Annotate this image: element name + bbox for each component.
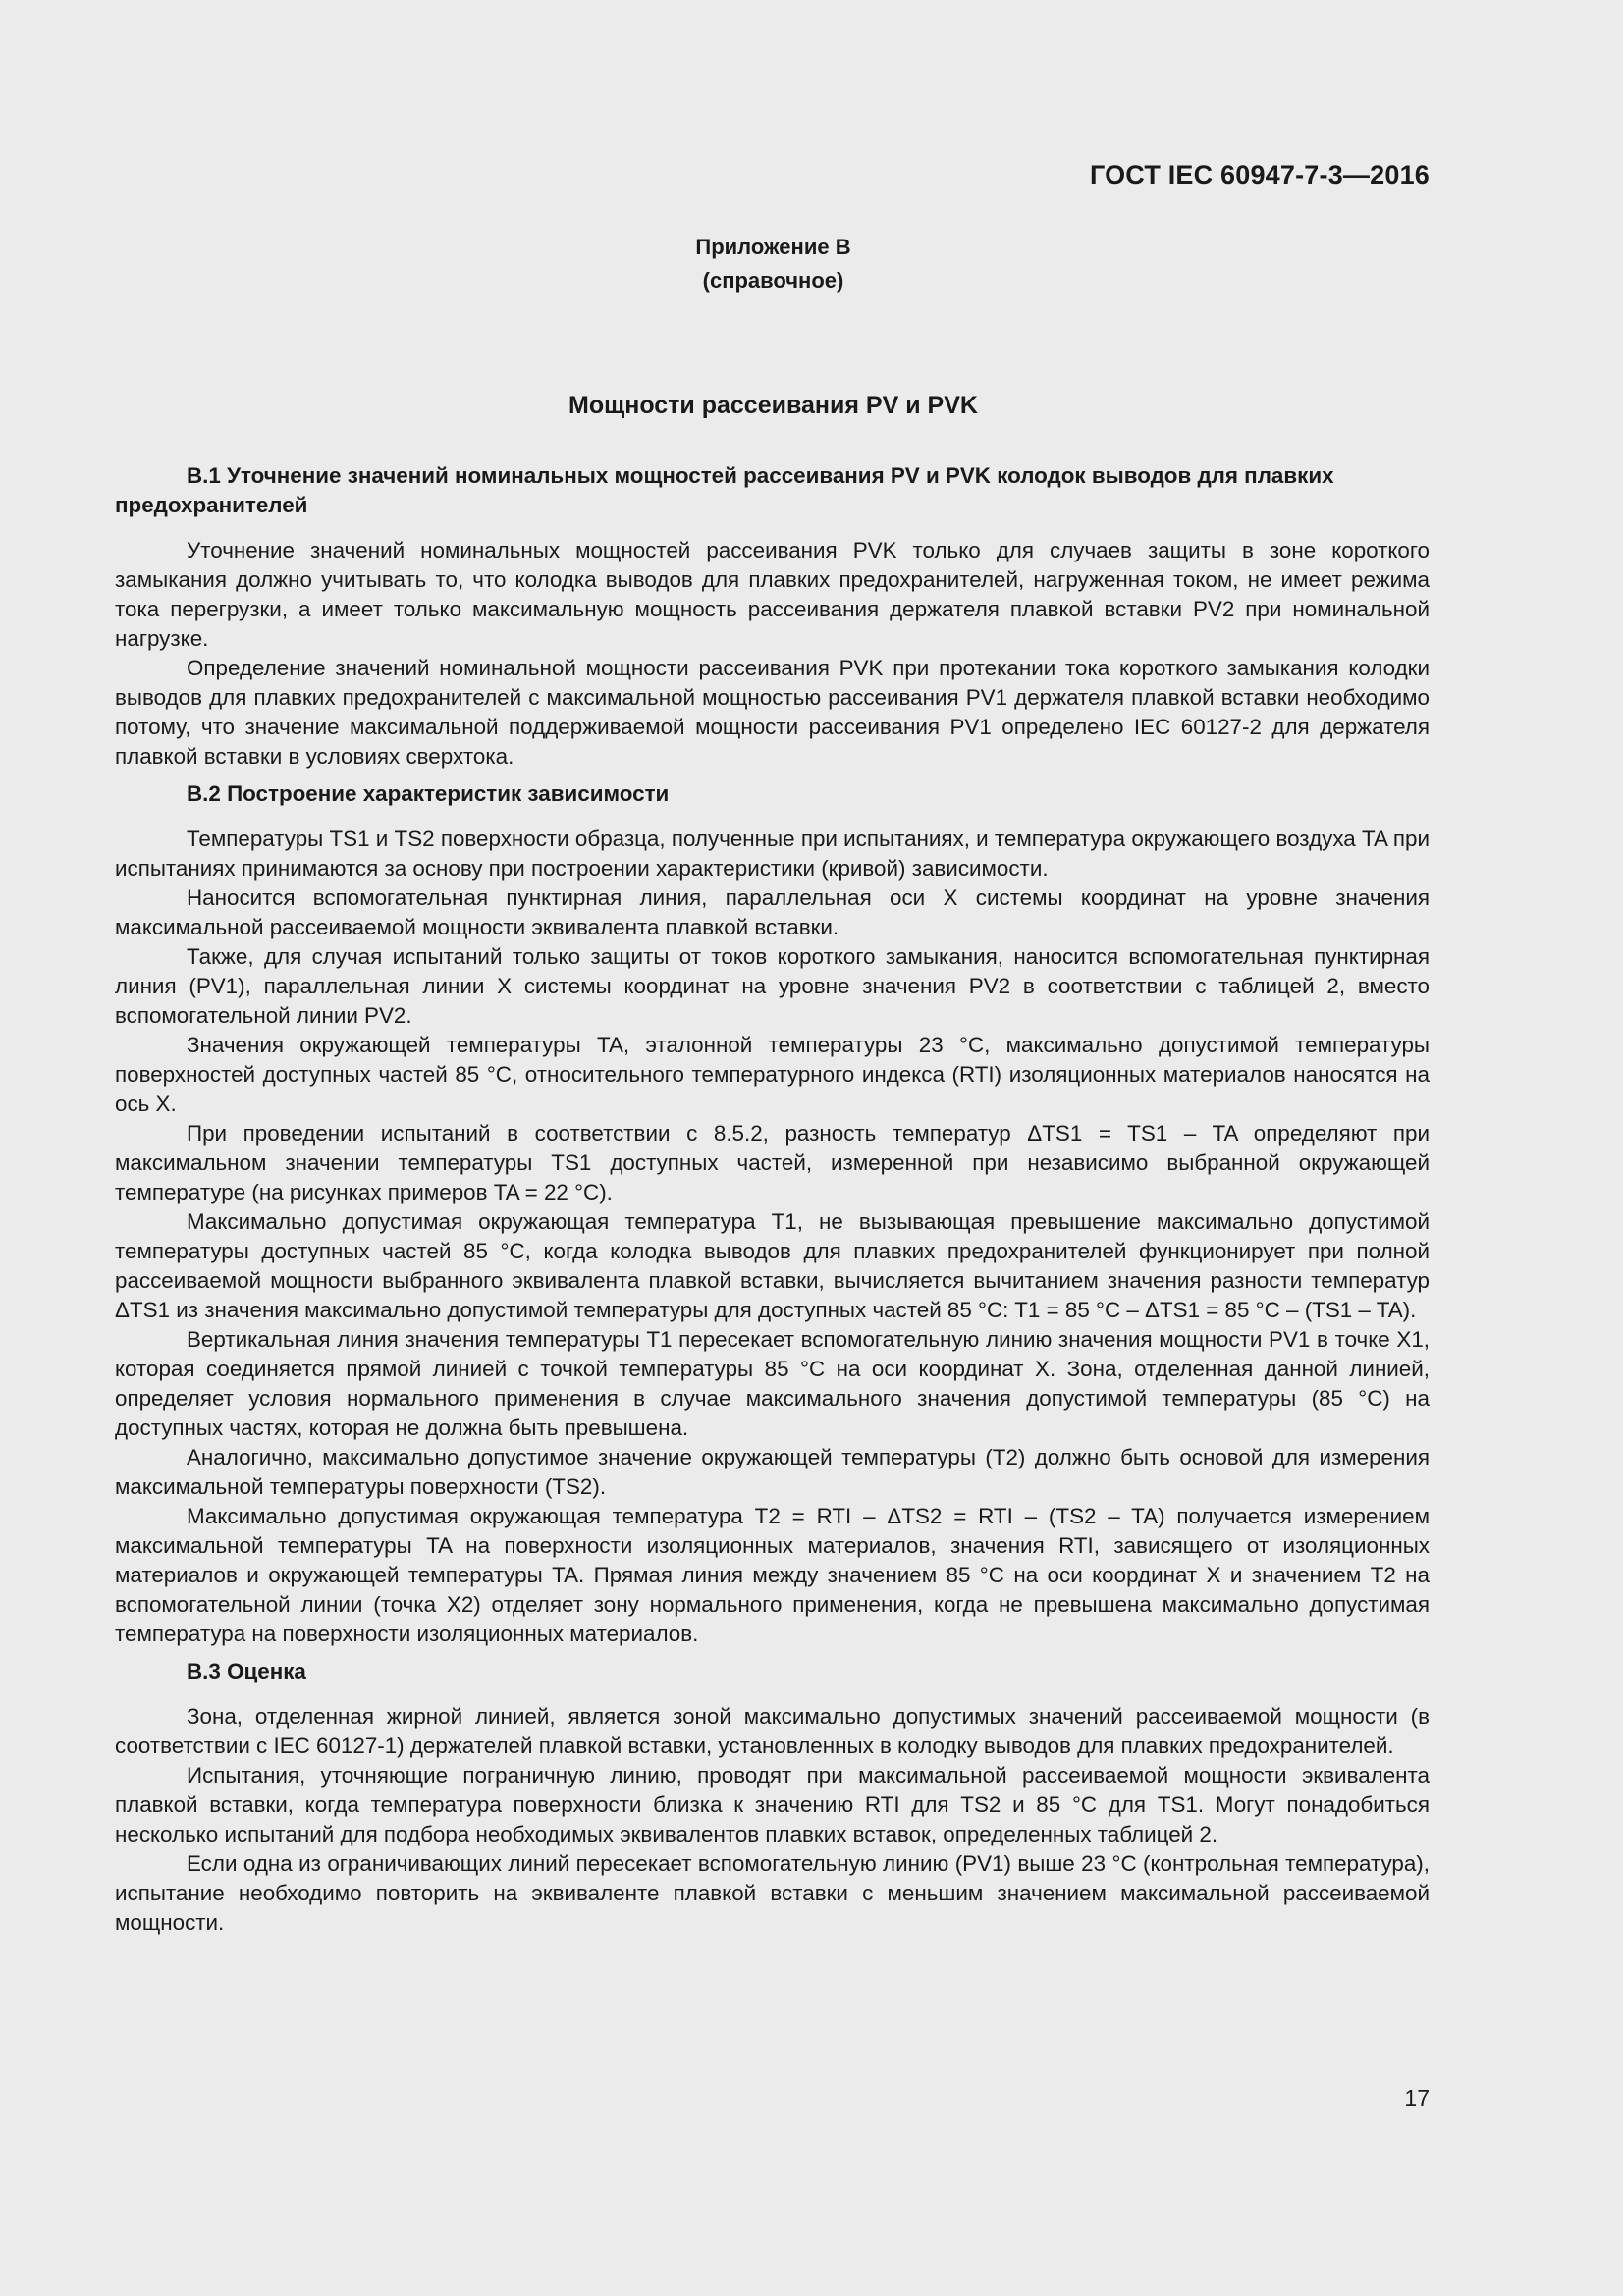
section-heading: В.3 Оценка: [187, 1659, 306, 1683]
paragraph: Наносится вспомогательная пунктирная линия, параллельная оси X системы координат на уровне значения максимальной рассеиваемой мощности эквивалента плавкой вставки.: [115, 885, 1430, 939]
section-heading: В.1 Уточнение значений номинальных мощностей рассеивания PV и PVK колодок выводов для плавких предохранителей: [115, 463, 1334, 517]
paragraph: Максимально допустимая окружающая температура T1, не вызывающая превышение максимально допустимой температуры доступных частей 85 °C, когда колодка выводов для плавких предохранителей функционирует при полной рассеиваемой мощности выбранного эквивалента плавкой вставки, вычисляется вычитанием значения разности температур ΔTS1 из значения максимально допустимой температуры для доступных частей 85 °C: T1 = 85 °C – ΔTS1 = 85 °C – (TS1 – TA).: [115, 1209, 1430, 1322]
annex-title: Мощности рассеивания PV и PVK: [568, 392, 978, 419]
paragraph: При проведении испытаний в соответствии с 8.5.2, разность температур ΔTS1 = TS1 – TA определяют при максимальном значении температуры TS1 доступных частей, измеренной при независимо выбранной окружающей температуре (на рисунках примеров TA = 22 °C).: [115, 1121, 1430, 1204]
document-body: [115, 461, 1430, 1938]
paragraph: Максимально допустимая окружающая температура T2 = RTI – ΔTS2 = RTI – (TS2 – TA) получается измерением максимальной температуры TA на поверхности изоляционных материалов, значения RTI, зависящего от изоляционных материалов и окружающей температуры TA. Прямая линия между значением 85 °C на оси координат X и значением T2 на вспомогательной линии (точка X2) отделяет зону нормального применения, когда не превышена максимально допустимая температура на поверхности изоляционных материалов.: [115, 1504, 1430, 1646]
paragraph: Уточнение значений номинальных мощностей рассеивания PVK только для случаев защиты в зоне короткого замыкания должно учитывать то, что колодка выводов для плавких предохранителей, нагруженная током, не имеет режима тока перегрузки, а имеет только максимальную мощность рассеивания держателя плавкой вставки PV2 при номинальной нагрузке.: [115, 538, 1430, 651]
paragraph: Аналогично, максимально допустимое значение окружающей температуры (T2) должно быть основой для измерения максимальной температуры поверхности (TS2).: [115, 1445, 1430, 1499]
paragraph: Определение значений номинальной мощности рассеивания PVK при протекании тока короткого замыкания колодки выводов для плавких предохранителей с максимальной мощностью рассеивания PV1 держателя плавкой вставки необходимо потому, что значение максимальной поддерживаемой мощности рассеивания PV1 определено IEC 60127-2 для держателя плавкой вставки в условиях сверхтока.: [115, 656, 1430, 769]
annex-label: Приложение В: [695, 235, 851, 259]
annex-type: (справочное): [702, 268, 844, 293]
paragraph: Температуры TS1 и TS2 поверхности образца, полученные при испытаниях, и температура окружающего воздуха TA при испытаниях принимаются за основу при построении характеристики (кривой) зависимости.: [115, 827, 1430, 881]
paragraph: Вертикальная линия значения температуры T1 пересекает вспомогательную линию значения мощности PV1 в точке X1, которая соединяется прямой линией с точкой температуры 85 °C на оси координат X. Зона, отделенная данной линией, определяет условия нормального применения в случае максимального значения допустимой температуры (85 °C) на доступных частях, которая не должна быть превышена.: [115, 1327, 1430, 1440]
page-number: 17: [1404, 2085, 1430, 2110]
paragraph: Испытания, уточняющие пограничную линию, проводят при максимальной рассеиваемой мощности эквивалента плавкой вставки, когда температура поверхности близка к значению RTI для TS2 и 85 °C для TS1. Могут понадобиться несколько испытаний для подбора необходимых эквивалентов плавких вставок, определенных таблицей 2.: [115, 1763, 1430, 1846]
standard-designation: ГОСТ IEC 60947-7-3—2016: [1089, 160, 1430, 189]
paragraph: Зона, отделенная жирной линией, является зоной максимально допустимых значений рассеиваемой мощности (в соответствии с IEC 60127-1) держателей плавкой вставки, установленных в колодку выводов для плавких предохранителей.: [115, 1704, 1430, 1758]
paragraph: Также, для случая испытаний только защиты от токов короткого замыкания, наносится вспомогательная пунктирная линия (PV1), параллельная линии X системы координат на уровне значения PV2 в соответствии с таблицей 2, вместо вспомогательной линии PV2.: [115, 944, 1430, 1028]
paragraph: Если одна из ограничивающих линий пересекает вспомогательную линию (PV1) выше 23 °C (контрольная температура), испытание необходимо повторить на эквиваленте плавкой вставки с меньшим значением максимальной рассеиваемой мощности.: [115, 1851, 1430, 1935]
paragraph: Значения окружающей температуры TA, эталонной температуры 23 °C, максимально допустимой температуры поверхностей доступных частей 85 °C, относительного температурного индекса (RTI) изоляционных материалов наносятся на ось X.: [115, 1033, 1430, 1116]
annex-heading: [0, 231, 1546, 297]
section-heading: В.2 Построение характеристик зависимости: [187, 781, 670, 806]
